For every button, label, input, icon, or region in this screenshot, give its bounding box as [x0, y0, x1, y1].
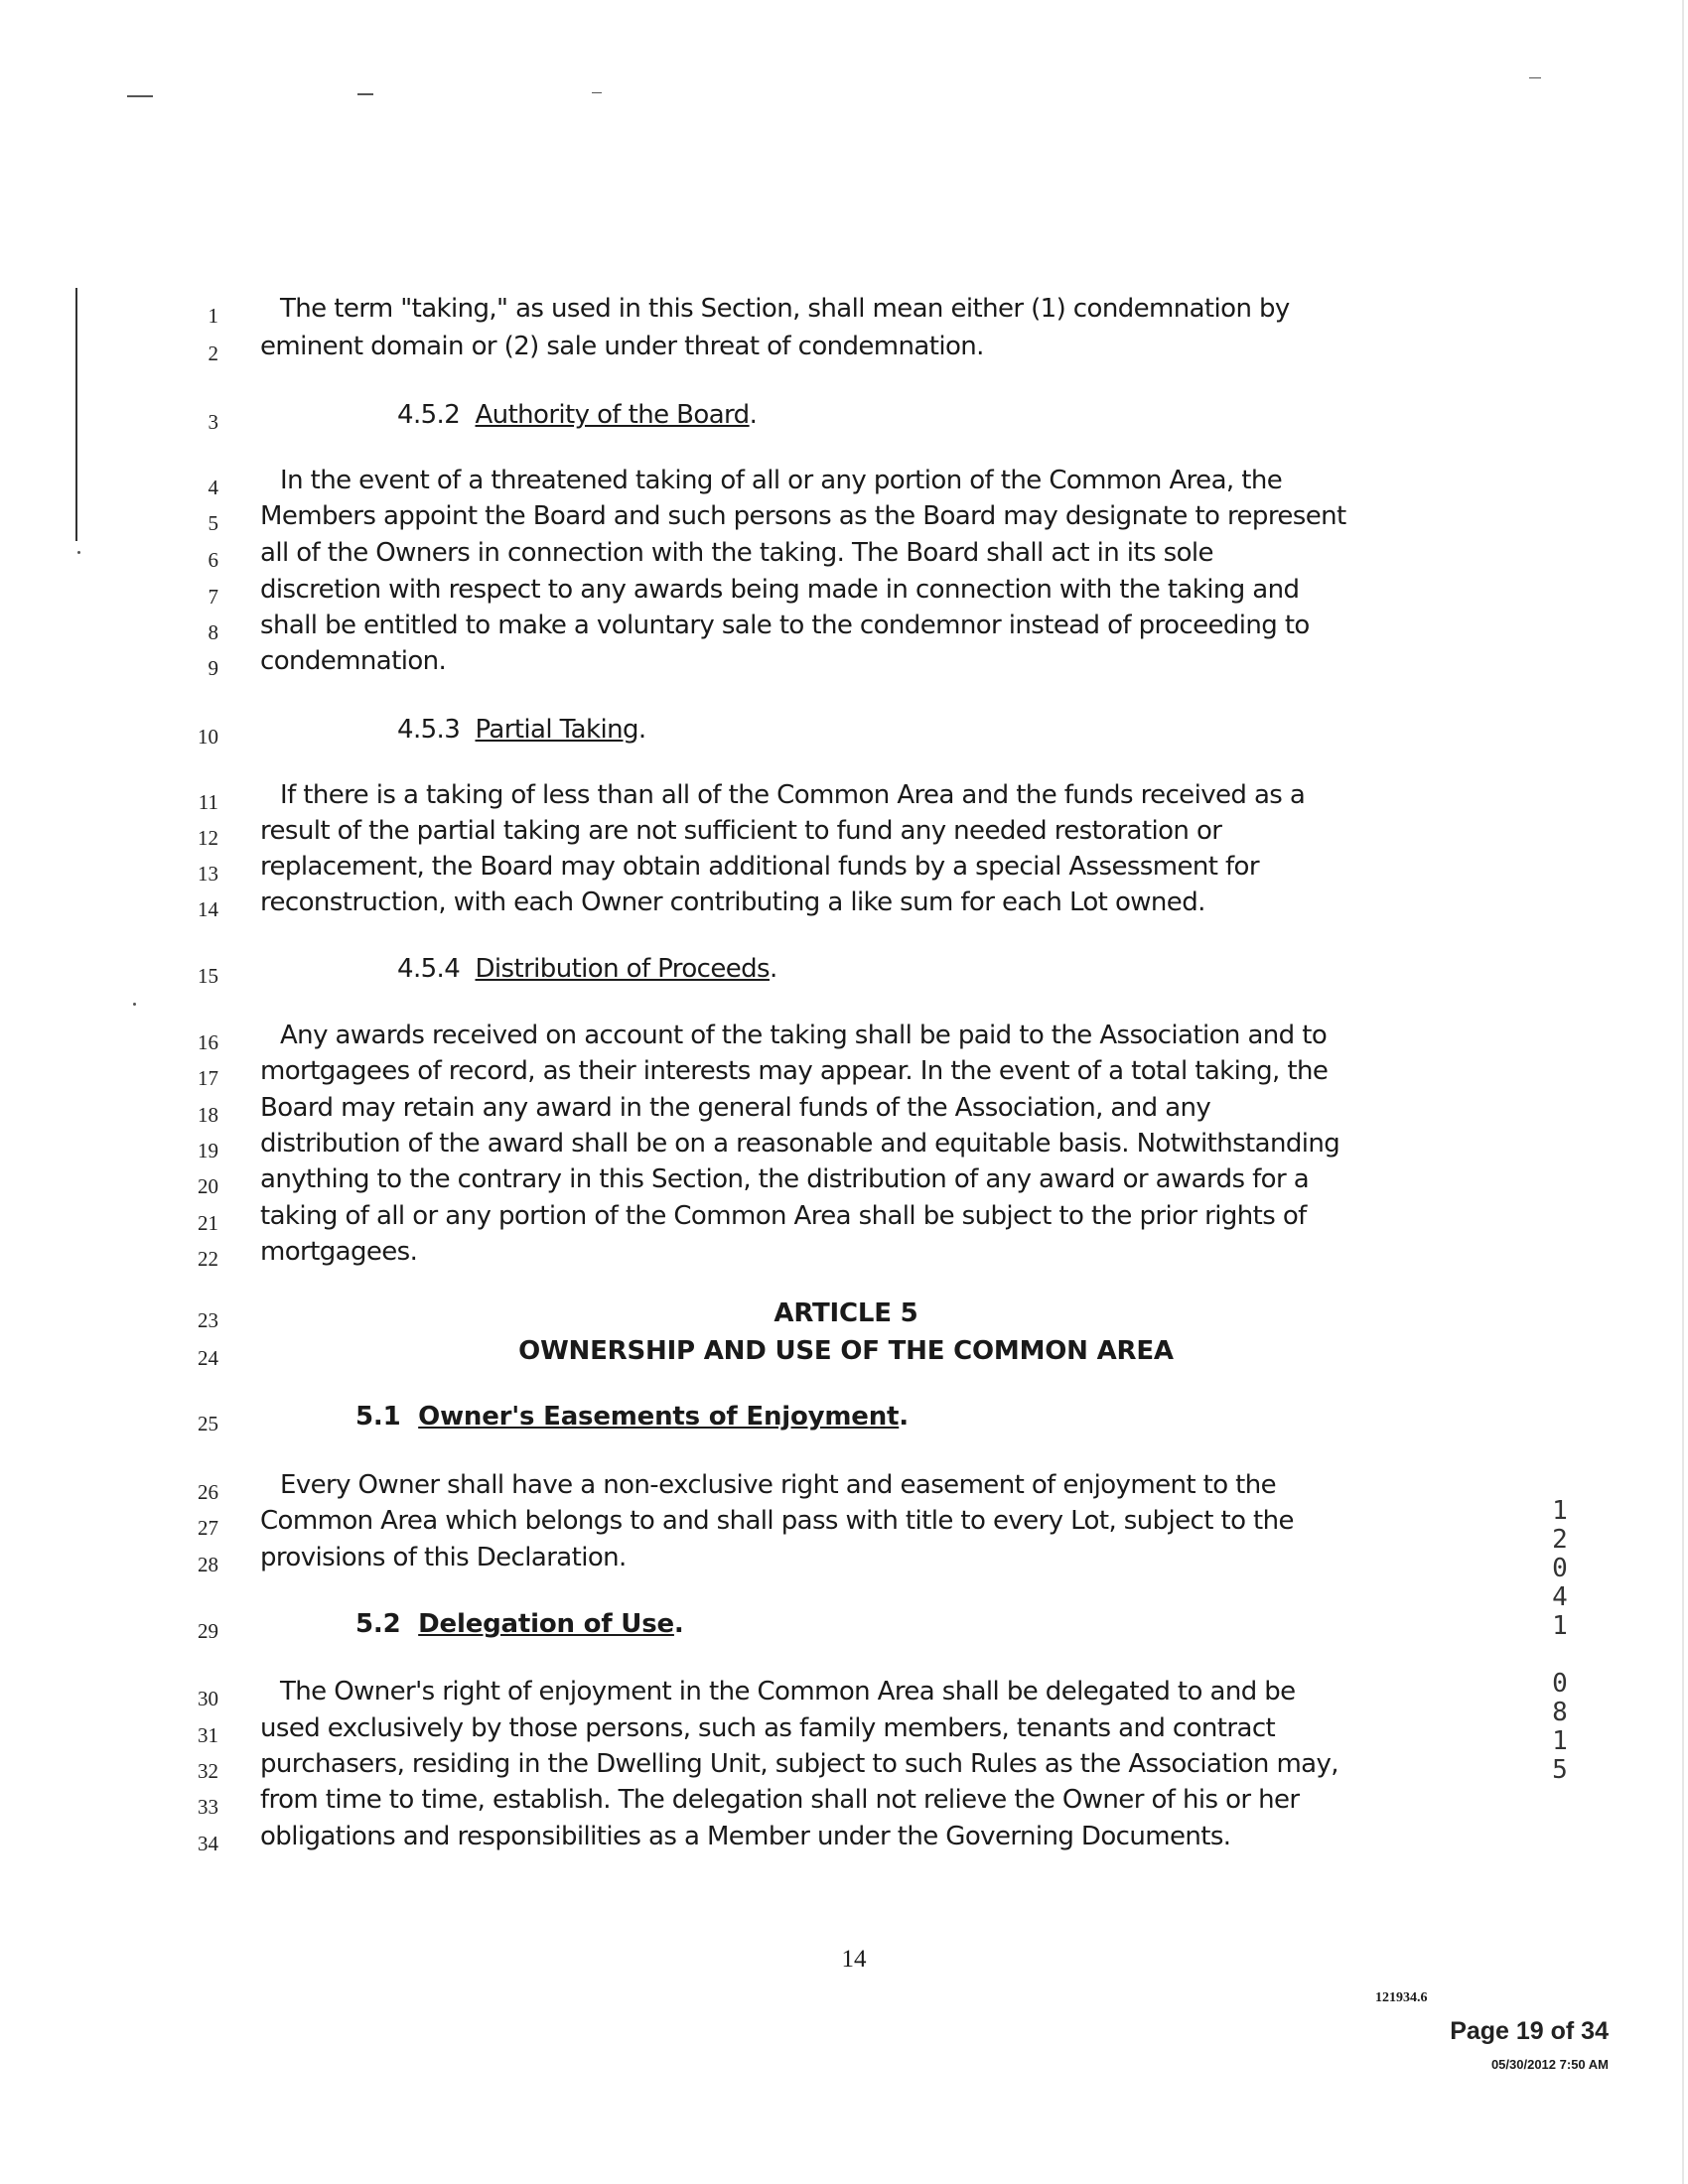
document-line — [0, 1543, 1688, 1578]
scan-mark — [1529, 77, 1541, 78]
page-of-indicator: Page 19 of 34 — [1450, 2017, 1609, 2045]
body-text: anything to the contrary in this Section, the distribution of any award or awards for a — [260, 1164, 1310, 1194]
line-number: 16 — [198, 1030, 218, 1054]
section-number: 5.2 — [355, 1609, 419, 1639]
line-number: 9 — [208, 656, 218, 680]
document-line — [0, 1093, 1688, 1129]
body-text: Members appoint the Board and such persons as the Board may designate to represent — [260, 501, 1346, 531]
body-text: replacement, the Board may obtain additional funds by a special Assessment for — [260, 852, 1259, 882]
document-line — [0, 1785, 1688, 1821]
body-text: Every Owner shall have a non-exclusive right and easement of enjoyment to the — [280, 1470, 1277, 1500]
document-line — [0, 400, 1688, 436]
line-number: 23 — [198, 1308, 218, 1332]
document-line — [0, 538, 1688, 574]
document-line — [0, 1164, 1688, 1200]
recording-digit: 1 — [1552, 1726, 1568, 1756]
document-line — [0, 887, 1688, 923]
line-number: 18 — [198, 1103, 218, 1127]
line-number: 31 — [198, 1723, 218, 1747]
document-line — [0, 1021, 1688, 1056]
document-line — [0, 294, 1688, 330]
body-text: Common Area which belongs to and shall pass with title to every Lot, subject to the — [260, 1506, 1294, 1536]
section-title: Owner's Easements of Enjoyment — [418, 1402, 900, 1432]
document-line — [0, 1677, 1688, 1712]
line-number: 19 — [198, 1139, 218, 1162]
document-line — [0, 466, 1688, 501]
body-text: eminent domain or (2) sale under threat of condemnation. — [260, 332, 984, 361]
line-number: 8 — [208, 620, 218, 644]
section-number: 4.5.3 — [397, 715, 476, 745]
document-line — [0, 332, 1688, 367]
body-text: The Owner's right of enjoyment in the Common Area shall be delegated to and be — [280, 1677, 1296, 1706]
recording-number-vertical — [1544, 1497, 1576, 1785]
document-line — [0, 1470, 1688, 1506]
line-number: 26 — [198, 1480, 218, 1504]
recording-digit: 0 — [1552, 1554, 1568, 1583]
body-text: purchasers, residing in the Dwelling Unit, subject to such Rules as the Association may, — [260, 1749, 1338, 1779]
line-number: 4 — [208, 476, 218, 499]
document-line — [0, 1298, 1688, 1334]
line-number: 20 — [198, 1174, 218, 1198]
line-number: 34 — [198, 1832, 218, 1855]
document-line — [0, 1336, 1688, 1372]
body-text: result of the partial taking are not sufficient to fund any needed restoration or — [260, 816, 1222, 846]
document-line — [0, 1237, 1688, 1273]
line-number: 28 — [198, 1553, 218, 1576]
line-number: 24 — [198, 1346, 218, 1370]
document-line — [0, 780, 1688, 816]
line-number: 32 — [198, 1759, 218, 1783]
article-heading: OWNERSHIP AND USE OF THE COMMON AREA — [518, 1336, 1174, 1366]
line-number: 1 — [208, 304, 218, 328]
line-number: 11 — [198, 790, 218, 814]
line-number: 15 — [198, 964, 218, 988]
scan-dot — [133, 1003, 136, 1006]
line-number: 30 — [198, 1687, 218, 1710]
document-line — [0, 816, 1688, 852]
article-heading: ARTICLE 5 — [774, 1298, 918, 1328]
recording-digit: 5 — [1552, 1755, 1568, 1785]
line-number: 25 — [198, 1412, 218, 1435]
document-line — [0, 575, 1688, 611]
document-line — [0, 501, 1688, 537]
body-text: all of the Owners in connection with the taking. The Board shall act in its sole — [260, 538, 1213, 568]
line-number: 27 — [198, 1516, 218, 1540]
line-number: 2 — [208, 341, 218, 365]
body-text: from time to time, establish. The delegation shall not relieve the Owner of his or her — [260, 1785, 1300, 1815]
body-text: Any awards received on account of the taking shall be paid to the Association and to — [280, 1021, 1328, 1050]
body-text: mortgagees. — [260, 1237, 418, 1267]
document-line — [0, 1506, 1688, 1542]
section-number: 4.5.4 — [397, 954, 476, 984]
body-text: The term "taking," as used in this Section, shall mean either (1) condemnation by — [280, 294, 1290, 324]
body-text: provisions of this Declaration. — [260, 1543, 627, 1572]
section-heading: 5.2 Delegation of Use. — [355, 1609, 684, 1639]
document-line — [0, 1056, 1688, 1092]
line-number: 29 — [198, 1619, 218, 1643]
section-title: Distribution of Proceeds — [475, 954, 770, 984]
section-heading: 4.5.4 Distribution of Proceeds. — [397, 954, 777, 984]
section-title: Partial Taking — [475, 715, 638, 745]
body-text: discretion with respect to any awards being made in connection with the taking and — [260, 575, 1300, 605]
line-number: 5 — [208, 511, 218, 535]
document-line — [0, 1201, 1688, 1237]
body-text: mortgagees of record, as their interests may appear. In the event of a total taking, the — [260, 1056, 1329, 1086]
scan-mark — [357, 93, 373, 95]
section-heading: 5.1 Owner's Easements of Enjoyment. — [355, 1402, 909, 1432]
line-number: 13 — [198, 862, 218, 886]
body-text: In the event of a threatened taking of all or any portion of the Common Area, the — [280, 466, 1283, 495]
line-number: 6 — [208, 548, 218, 572]
recording-digit: 1 — [1552, 1611, 1568, 1641]
document-line — [0, 1749, 1688, 1785]
section-number: 5.1 — [355, 1402, 419, 1432]
recording-digit: 1 — [1552, 1496, 1568, 1526]
section-heading: 4.5.3 Partial Taking. — [397, 715, 646, 745]
line-number: 12 — [198, 826, 218, 850]
line-number: 14 — [198, 897, 218, 921]
scan-mark — [592, 92, 602, 93]
body-text: shall be entitled to make a voluntary sale to the condemnor instead of proceeding to — [260, 611, 1310, 640]
section-title: Delegation of Use — [418, 1609, 674, 1639]
line-number: 10 — [198, 725, 218, 749]
section-number: 4.5.2 — [397, 400, 476, 430]
body-text: reconstruction, with each Owner contributing a like sum for each Lot owned. — [260, 887, 1205, 917]
document-line — [0, 1713, 1688, 1749]
document-line — [0, 954, 1688, 990]
page-number: 14 — [841, 1946, 867, 1973]
section-heading: 4.5.2 Authority of the Board. — [397, 400, 758, 430]
document-line — [0, 715, 1688, 751]
line-number: 17 — [198, 1066, 218, 1090]
document-line — [0, 1822, 1688, 1857]
document-line — [0, 1129, 1688, 1164]
line-number: 22 — [198, 1247, 218, 1271]
document-line — [0, 852, 1688, 887]
body-text: taking of all or any portion of the Common Area shall be subject to the prior rights of — [260, 1201, 1307, 1231]
recording-digit: 0 — [1552, 1669, 1568, 1699]
body-text: distribution of the award shall be on a reasonable and equitable basis. Notwithstanding — [260, 1129, 1340, 1159]
document-line — [0, 611, 1688, 646]
document-line — [0, 646, 1688, 682]
line-number: 33 — [198, 1795, 218, 1819]
document-id: 121934.6 — [1375, 1990, 1428, 2005]
recording-digit: 2 — [1552, 1525, 1568, 1555]
line-number: 3 — [208, 410, 218, 434]
section-title: Authority of the Board — [475, 400, 750, 430]
body-text: used exclusively by those persons, such as family members, tenants and contract — [260, 1713, 1276, 1743]
document-line — [0, 1402, 1688, 1437]
document-line — [0, 1609, 1688, 1645]
recording-digit — [1544, 1641, 1576, 1670]
body-text: obligations and responsibilities as a Member under the Governing Documents. — [260, 1822, 1231, 1851]
body-text: If there is a taking of less than all of the Common Area and the funds received as a — [280, 780, 1306, 810]
line-number: 7 — [208, 585, 218, 609]
recording-timestamp: 05/30/2012 7:50 AM — [1490, 2057, 1609, 2072]
scan-mark — [127, 95, 153, 97]
line-number: 21 — [198, 1211, 218, 1235]
recording-digit: 4 — [1552, 1582, 1568, 1612]
recording-digit: 8 — [1552, 1698, 1568, 1727]
body-text: condemnation. — [260, 646, 447, 676]
body-text: Board may retain any award in the general funds of the Association, and any — [260, 1093, 1211, 1123]
